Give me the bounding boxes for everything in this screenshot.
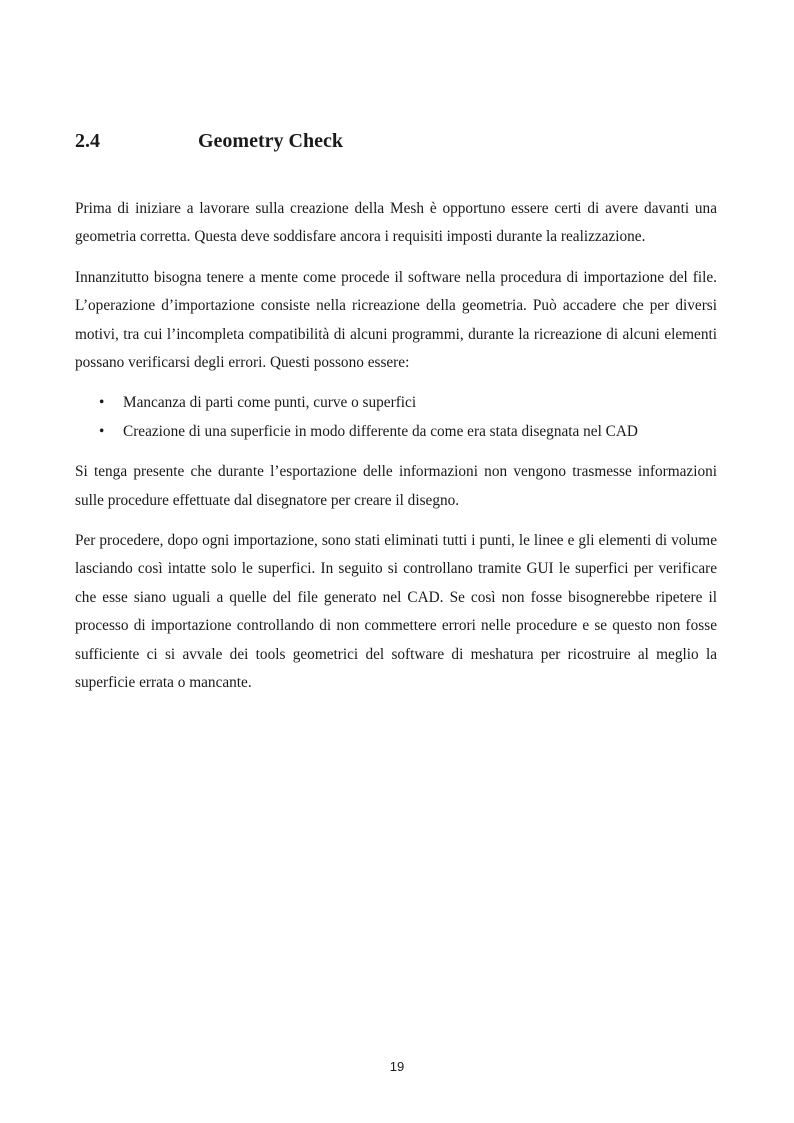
paragraph-intro: Prima di iniziare a lavorare sulla creazione della Mesh è opportuno essere certi di avere davanti una geometria corretta. Questa deve soddisfare ancora i requisiti imposti durante la realizzazione. xyxy=(75,200,717,246)
section-title: Geometry Check xyxy=(198,130,343,152)
list-item-text: Creazione di una superficie in modo differente da come era stata disegnata nel CAD xyxy=(123,422,638,440)
list-item xyxy=(75,418,717,446)
list-item-text: Mancanza di parti come punti, curve o superfici xyxy=(123,394,417,412)
bullet-icon: • xyxy=(99,394,105,412)
error-list xyxy=(75,389,717,446)
list-item xyxy=(75,389,717,417)
body-text xyxy=(75,195,717,710)
section-heading xyxy=(75,128,343,154)
page-number: 19 xyxy=(389,1059,405,1074)
bullet-icon: • xyxy=(99,422,105,440)
section-number: 2.4 xyxy=(75,130,100,152)
paragraph-procedure: Per procedere, dopo ogni importazione, sono stati eliminati tutti i punti, le linee e gli elementi di volume lasciando così intatte solo le superfici. In seguito si controllano tramite GUI le superfici per verificare che esse siano uguali a quelle del file generato nel CAD. Se così non fosse bisognerebbe ripetere il processo di importazione controllando di non commettere errori nelle procedure e se questo non fosse sufficiente ci si avvale dei tools geometrici del software di meshatura per ricostruire al meglio la superficie errata o mancante. xyxy=(75,532,717,692)
paragraph-import-procedure: Innanzitutto bisogna tenere a mente come procede il software nella procedura di importazione del file. L’operazione d’importazione consiste nella ricreazione della geometria. Può accadere che per diversi motivi, tra cui l’incompleta compatibilità di alcuni programmi, durante la ricreazione di alcuni elementi possano verificarsi degli errori. Questi possono essere: xyxy=(75,268,717,372)
paragraph-export-note: Si tenga presente che durante l’esportazione delle informazioni non vengono trasmesse informazioni sulle procedure effettuate dal disegnatore per creare il disegno. xyxy=(75,463,717,509)
